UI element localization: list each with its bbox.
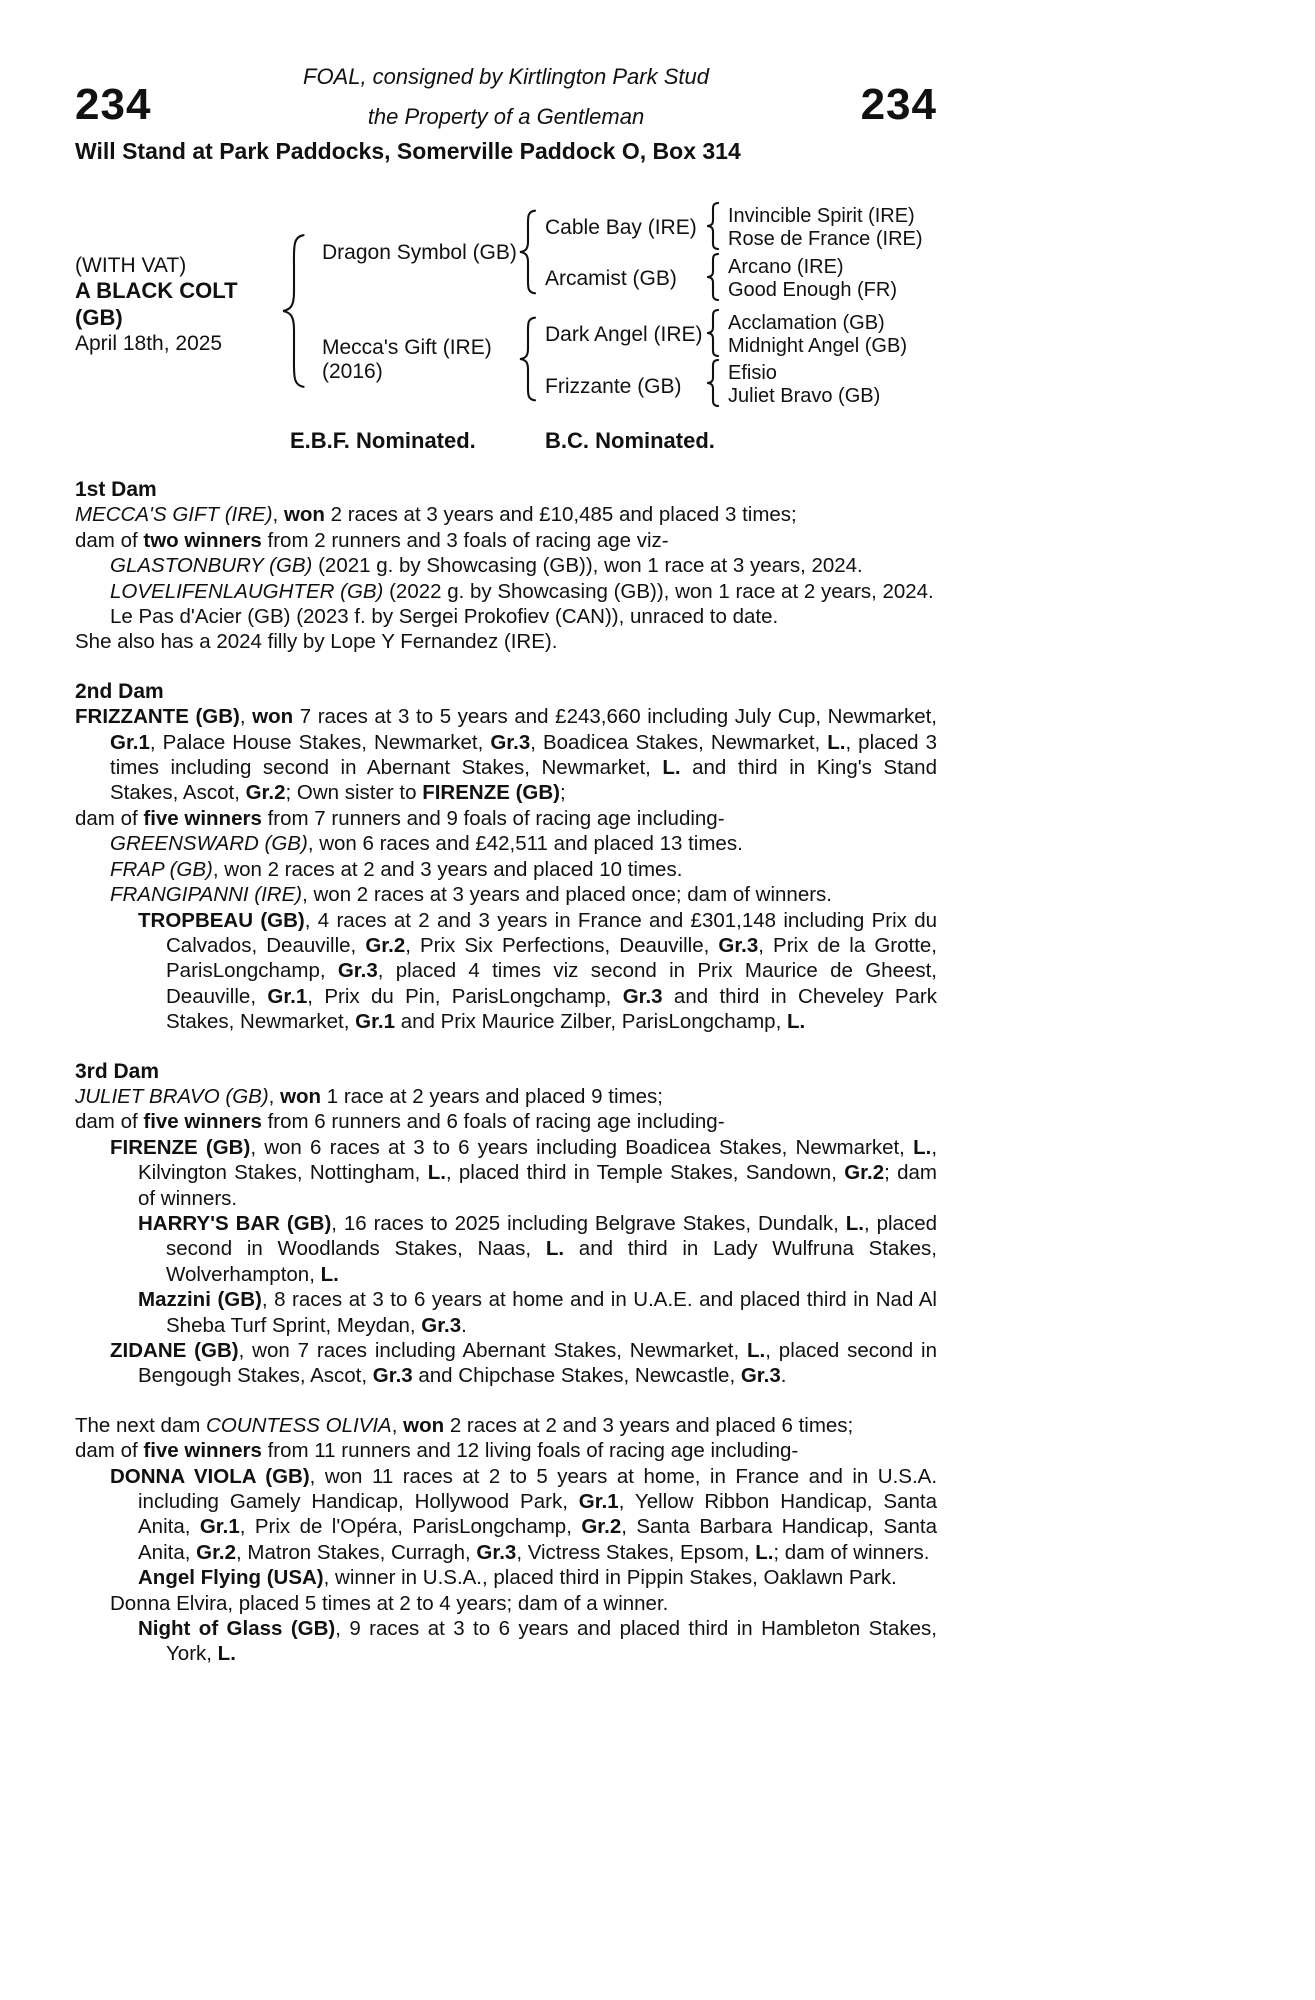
text-run: , bbox=[239, 705, 253, 729]
sire-name: Dragon Symbol (GB) bbox=[322, 241, 517, 264]
text-run: L. bbox=[755, 1540, 774, 1564]
pedigree-brace bbox=[517, 209, 539, 295]
text-run: Gr.2 bbox=[245, 781, 286, 805]
text-run: Gr.3 bbox=[372, 1364, 413, 1388]
foaling-date: April 18th, 2025 bbox=[75, 332, 223, 355]
dam-heading: 3rd Dam bbox=[75, 1059, 160, 1083]
great-grandsire: Invincible Spirit (IRE) bbox=[728, 205, 915, 227]
text-run: ; Own sister to bbox=[285, 781, 423, 805]
text-run: , placed 4 times viz second in Prix Maurice de Gheest, Deauville, bbox=[166, 959, 937, 1008]
text-run: , placed 3 times including second in Abernant Stakes, Newmarket, bbox=[110, 730, 937, 780]
text-run: Donna Elvira, placed 5 times at 2 to 4 years; dam of a winner. bbox=[110, 1591, 669, 1615]
text-run: Gr.1 bbox=[355, 1010, 396, 1034]
text-run: (2021 g. by Showcasing (GB)), won 1 race at 3 years, 2024. bbox=[312, 554, 863, 578]
text-run: Gr.1 bbox=[267, 984, 308, 1008]
text-run: MECCA'S GIFT (IRE) bbox=[75, 503, 273, 527]
text-run: Gr.2 bbox=[844, 1161, 885, 1185]
text-run: , Yellow Ribbon Handicap, Santa Anita, bbox=[138, 1490, 937, 1539]
text-run: , bbox=[268, 1084, 281, 1108]
dam-sections bbox=[75, 477, 937, 1667]
text-run: FRIZZANTE (GB) bbox=[75, 705, 240, 729]
text-run: ZIDANE (GB) bbox=[110, 1339, 239, 1362]
text-run: , won 7 races including Abernant Stakes, Newmarket, bbox=[238, 1339, 748, 1362]
great-granddam: Rose de France (IRE) bbox=[728, 228, 923, 250]
text-run: 2 races at 2 and 3 years and placed 6 times; bbox=[444, 1413, 854, 1437]
text-run: dam of bbox=[75, 1110, 144, 1134]
dam-paragraph bbox=[110, 1591, 937, 1616]
text-run: Gr.2 bbox=[196, 1540, 237, 1564]
text-run: Gr.2 bbox=[581, 1515, 622, 1539]
text-run: , Palace House Stakes, Newmarket, bbox=[149, 730, 491, 754]
dam-paragraph bbox=[75, 629, 937, 654]
text-run: GLASTONBURY (GB) bbox=[110, 554, 313, 578]
text-run: Gr.1 bbox=[110, 730, 150, 754]
dam-paragraph bbox=[75, 1413, 937, 1438]
dam-name: Mecca's Gift (IRE) bbox=[322, 336, 492, 359]
text-run: Gr.3 bbox=[490, 730, 531, 754]
text-run: Gr.3 bbox=[622, 984, 663, 1008]
ebf-nomination: E.B.F. Nominated. bbox=[290, 428, 476, 453]
text-run: FRANGIPANNI (IRE) bbox=[110, 883, 303, 907]
dam-paragraph bbox=[110, 831, 937, 856]
vat-note: (WITH VAT) bbox=[75, 254, 187, 277]
text-run: ; dam of winners. bbox=[773, 1540, 930, 1564]
dam-paragraph bbox=[138, 1211, 937, 1287]
text-run: FIRENZE (GB) bbox=[422, 781, 560, 805]
dam-paragraph bbox=[75, 502, 937, 527]
great-granddam: Midnight Angel (GB) bbox=[728, 335, 907, 357]
dam-year: (2016) bbox=[322, 360, 383, 383]
text-run: , Prix Six Perfections, Deauville, bbox=[405, 933, 719, 957]
great-grandsire: Acclamation (GB) bbox=[728, 312, 885, 334]
text-run: , won 2 races at 3 years and placed once; dam of winners. bbox=[302, 883, 832, 907]
dam-paragraph bbox=[110, 1135, 937, 1211]
text-run: L. bbox=[320, 1262, 339, 1286]
dam-paragraph bbox=[138, 908, 937, 1035]
pedigree-brace bbox=[705, 202, 721, 250]
text-run: , Victress Stakes, Epsom, bbox=[516, 1540, 756, 1564]
pedigree-brace bbox=[517, 316, 539, 402]
property-line: the Property of a Gentleman bbox=[367, 104, 645, 129]
text-run: won bbox=[403, 1413, 445, 1437]
dam-paragraph bbox=[138, 1565, 937, 1590]
text-run: L. bbox=[827, 730, 846, 754]
text-run: from 6 runners and 6 foals of racing age including- bbox=[261, 1110, 725, 1134]
text-run: and third in Cheveley Park Stakes, Newmarket, bbox=[166, 984, 937, 1034]
dam-paragraph bbox=[110, 579, 937, 604]
text-run: , placed second in Woodlands Stakes, Naas, bbox=[166, 1211, 937, 1261]
dam-paragraph bbox=[75, 704, 937, 806]
stand-location: Will Stand at Park Paddocks, Somerville Paddock O, Box 314 bbox=[75, 138, 741, 164]
text-run: and Prix Maurice Zilber, ParisLongchamp, bbox=[395, 1010, 787, 1034]
text-run: , Prix de la Grotte, ParisLongchamp, bbox=[166, 933, 937, 983]
text-run: FRAP (GB) bbox=[110, 857, 213, 881]
text-run: JULIET BRAVO (GB) bbox=[75, 1084, 269, 1108]
text-run: Angel Flying (USA) bbox=[138, 1566, 324, 1590]
pedigree-brace bbox=[705, 253, 721, 301]
text-run: and third in Lady Wulfruna Stakes, Wolverhampton, bbox=[166, 1237, 937, 1286]
dam-section bbox=[75, 679, 937, 1035]
dam-paragraph bbox=[110, 882, 937, 907]
text-run: 1 race at 2 years and placed 9 times; bbox=[321, 1084, 663, 1108]
text-run: DONNA VIOLA (GB) bbox=[110, 1464, 310, 1488]
bc-nomination: B.C. Nominated. bbox=[545, 428, 715, 453]
text-run: , won 6 races at 3 to 6 years including Boadicea Stakes, Newmarket, bbox=[250, 1135, 914, 1159]
colt-name: A BLACK COLT bbox=[75, 278, 238, 303]
great-granddam: Good Enough (FR) bbox=[728, 279, 897, 301]
text-run: two winners bbox=[143, 528, 262, 552]
colt-suffix: (GB) bbox=[75, 305, 123, 330]
dam-section bbox=[75, 477, 937, 655]
dam-paragraph bbox=[138, 1616, 937, 1667]
text-run: won bbox=[280, 1084, 322, 1108]
text-run: and Chipchase Stakes, Newcastle, bbox=[412, 1364, 741, 1388]
text-run: 7 races at 3 to 5 years and £243,660 including July Cup, Newmarket, bbox=[293, 705, 937, 729]
text-run: Le Pas d'Acier (GB) (2023 f. by Sergei Prokofiev (CAN)), unraced to date. bbox=[110, 605, 779, 629]
text-run: Night of Glass (GB) bbox=[138, 1617, 336, 1641]
text-run: , won 2 races at 2 and 3 years and placed 10 times. bbox=[212, 857, 683, 881]
text-run: , 9 races at 3 to 6 years and placed third in Hambleton Stakes, York, bbox=[166, 1617, 937, 1666]
text-run: dam of bbox=[75, 528, 144, 552]
text-run: 2 races at 3 years and £10,485 and placed 3 times; bbox=[324, 503, 797, 527]
dam-paragraph bbox=[75, 1438, 937, 1463]
text-run: , Kilvington Stakes, Nottingham, bbox=[138, 1135, 938, 1185]
sire-dam-name: Arcamist (GB) bbox=[545, 267, 677, 290]
great-granddam: Juliet Bravo (GB) bbox=[728, 385, 881, 407]
sire-sire-name: Cable Bay (IRE) bbox=[545, 216, 697, 239]
text-run: L. bbox=[913, 1135, 932, 1159]
text-run: from 2 runners and 3 foals of racing age viz- bbox=[261, 528, 669, 552]
text-run: , placed third in Temple Stakes, Sandown, bbox=[445, 1161, 845, 1185]
pedigree-brace bbox=[705, 309, 721, 357]
text-run: L. bbox=[845, 1211, 864, 1235]
text-run: L. bbox=[747, 1339, 766, 1362]
text-run: from 7 runners and 9 foals of racing age including- bbox=[261, 806, 725, 830]
dam-heading: 1st Dam bbox=[75, 478, 157, 501]
text-run: L. bbox=[427, 1161, 446, 1185]
text-run: . bbox=[780, 1364, 787, 1388]
great-grandsire: Arcano (IRE) bbox=[728, 256, 844, 278]
text-run: dam of bbox=[75, 1439, 144, 1463]
lot-number-right: 234 bbox=[860, 80, 937, 129]
text-run: ; dam of winners. bbox=[138, 1161, 937, 1210]
dam-paragraph bbox=[75, 806, 937, 831]
text-run: FIRENZE (GB) bbox=[110, 1135, 251, 1159]
dam-paragraph bbox=[138, 1287, 937, 1338]
text-run: L. bbox=[217, 1642, 236, 1666]
text-run: Gr.3 bbox=[718, 933, 759, 957]
text-run: and third in King's Stand Stakes, Ascot, bbox=[110, 756, 937, 805]
text-run: Mazzini (GB) bbox=[138, 1288, 262, 1312]
text-run: , Santa Barbara Handicap, Santa Anita, bbox=[138, 1515, 937, 1564]
text-run: GREENSWARD (GB) bbox=[110, 832, 308, 856]
text-run: ; bbox=[560, 781, 566, 805]
text-run: Gr.3 bbox=[740, 1364, 781, 1388]
text-run: , 4 races at 2 and 3 years in France and £301,148 including Prix du Calvados, Deauville, bbox=[166, 908, 937, 957]
text-run: from 11 runners and 12 living foals of racing age including- bbox=[261, 1439, 799, 1463]
text-run: Gr.2 bbox=[365, 933, 406, 957]
text-run: , bbox=[272, 503, 284, 527]
dam-paragraph bbox=[110, 1464, 937, 1566]
text-run: , Prix de l'Opéra, ParisLongchamp, bbox=[239, 1515, 582, 1539]
lot-number-left: 234 bbox=[75, 80, 152, 129]
text-run: COUNTESS OLIVIA bbox=[206, 1413, 392, 1437]
dam-paragraph bbox=[110, 604, 937, 629]
text-run: , Prix du Pin, ParisLongchamp, bbox=[307, 984, 623, 1008]
text-run: , won 11 races at 2 to 5 years at home, in France and in U.S.A. including Gamely Handicap, Hollywood Park, bbox=[138, 1464, 938, 1514]
dam-section bbox=[75, 1413, 937, 1667]
text-run: , Matron Stakes, Curragh, bbox=[236, 1540, 477, 1564]
dam-heading: 2nd Dam bbox=[75, 679, 164, 703]
text-run: , placed second in Bengough Stakes, Ascot, bbox=[138, 1339, 938, 1388]
text-run: , 16 races to 2025 including Belgrave Stakes, Dundalk, bbox=[331, 1211, 846, 1235]
text-run: L. bbox=[545, 1237, 565, 1261]
text-run: HARRY'S BAR (GB) bbox=[138, 1211, 332, 1235]
text-run: won bbox=[252, 705, 294, 729]
text-run: won bbox=[283, 503, 325, 527]
text-run: . bbox=[461, 1313, 467, 1337]
text-run: , bbox=[391, 1413, 404, 1437]
text-run: dam of bbox=[75, 806, 144, 830]
text-run: five winners bbox=[143, 1110, 262, 1134]
dam-paragraph bbox=[110, 553, 937, 578]
consignor-line: FOAL, consigned by Kirtlington Park Stud bbox=[303, 64, 709, 89]
text-run: Gr.1 bbox=[199, 1515, 240, 1539]
text-run: , 8 races at 3 to 6 years at home and in U.A.E. and placed third in Nad Al Sheba Turf Sprint, Meydan, bbox=[166, 1288, 937, 1337]
pedigree-brace bbox=[279, 232, 309, 390]
text-run: Gr.3 bbox=[421, 1313, 462, 1337]
text-run: , won 6 races and £42,511 and placed 13 times. bbox=[307, 832, 743, 856]
text-run: Gr.3 bbox=[337, 959, 378, 983]
dam-paragraph bbox=[110, 857, 937, 882]
text-run: , winner in U.S.A., placed third in Pippin Stakes, Oaklawn Park. bbox=[323, 1566, 897, 1590]
dam-paragraph bbox=[75, 1084, 937, 1109]
text-run: Gr.1 bbox=[578, 1490, 619, 1514]
text-run: five winners bbox=[143, 1439, 262, 1463]
text-run: TROPBEAU (GB) bbox=[138, 908, 305, 932]
text-run: L. bbox=[662, 756, 681, 780]
text-run: L. bbox=[786, 1010, 806, 1034]
dam-paragraph bbox=[110, 1338, 937, 1389]
text-run: five winners bbox=[143, 806, 262, 830]
text-run: Gr.3 bbox=[476, 1540, 517, 1564]
dam-paragraph bbox=[75, 528, 937, 553]
text-run: The next dam bbox=[75, 1413, 207, 1437]
text-run: LOVELIFENLAUGHTER (GB) bbox=[110, 579, 384, 603]
pedigree-brace bbox=[705, 359, 721, 407]
dam-dam-name: Frizzante (GB) bbox=[545, 375, 682, 398]
great-grandsire: Efisio bbox=[728, 362, 777, 384]
dam-paragraph bbox=[75, 1109, 937, 1134]
dam-sire-name: Dark Angel (IRE) bbox=[545, 323, 703, 346]
text-run: , Boadicea Stakes, Newmarket, bbox=[530, 730, 828, 754]
text-run: She also has a 2024 filly by Lope Y Fernandez (IRE). bbox=[75, 630, 558, 654]
text-run: (2022 g. by Showcasing (GB)), won 1 race at 2 years, 2024. bbox=[383, 579, 934, 603]
dam-section bbox=[75, 1059, 937, 1389]
